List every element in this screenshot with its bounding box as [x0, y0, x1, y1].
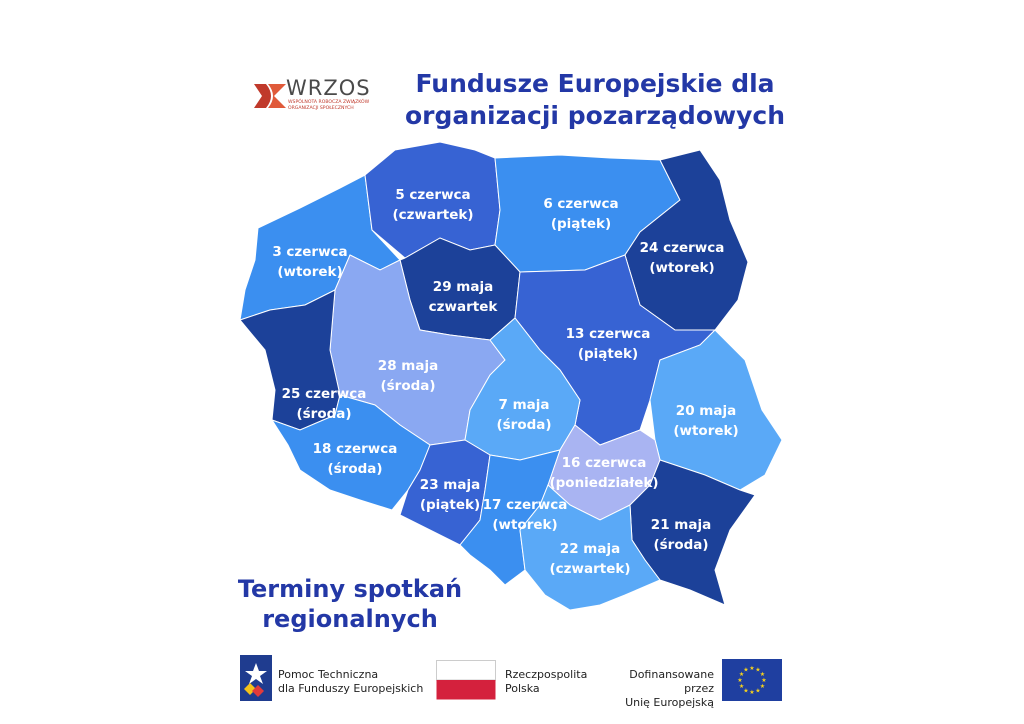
label-wielkopolskie — [378, 356, 438, 396]
pomoc-techniczna-logo — [240, 655, 272, 701]
rp-line-2: Polska — [505, 682, 540, 695]
label-malopolskie — [549, 539, 630, 579]
region-day: (środa) — [496, 417, 552, 433]
region-day: (czwartek) — [392, 207, 474, 223]
pt-line-2: dla Funduszy Europejskich — [278, 682, 424, 695]
wrzos-logo-mark — [252, 78, 288, 114]
region-date: 21 maja — [650, 517, 712, 533]
label-podkarpackie — [651, 515, 711, 555]
svg-text:★: ★ — [759, 671, 766, 678]
region-date: 6 czerwca — [543, 196, 619, 212]
region-day: (piątek) — [577, 346, 639, 362]
label-swietokrzyskie — [549, 453, 658, 493]
region-date: 13 czerwca — [565, 326, 651, 342]
region-day: (wtorek) — [277, 264, 343, 280]
meetings-subtitle — [225, 574, 475, 634]
subtitle-line-2: regionalnych — [262, 605, 438, 633]
label-lodzkie — [496, 395, 551, 435]
label-podlaskie — [640, 238, 725, 278]
region-day: (wtorek) — [649, 260, 715, 276]
region-date: 28 maja — [377, 358, 439, 374]
region-day: (wtorek) — [673, 423, 739, 439]
eu-line-2: Unię Europejską — [625, 696, 714, 709]
subtitle-line-1: Terminy spotkań — [237, 575, 463, 603]
svg-text:★: ★ — [755, 687, 761, 695]
label-mazowieckie — [566, 324, 651, 364]
pomoc-techniczna-text — [278, 668, 423, 696]
region-date: 24 czerwca — [639, 240, 725, 256]
region-date: 3 czerwca — [272, 244, 348, 260]
region-date: 16 czerwca — [561, 455, 647, 471]
label-dolnoslaskie — [313, 439, 398, 479]
region-date: 7 maja — [498, 397, 550, 413]
rp-line-1: Rzeczpospolita — [505, 668, 588, 681]
region-day: (środa) — [327, 461, 383, 477]
eu-flag-icon — [722, 659, 782, 701]
svg-text:★: ★ — [749, 665, 755, 672]
region-date: 29 maja — [432, 279, 494, 295]
svg-text:★: ★ — [755, 666, 761, 674]
region-day: (środa) — [380, 378, 436, 394]
region-day: czwartek — [428, 299, 498, 315]
region-date: 5 czerwca — [395, 187, 471, 203]
label-zachodniopomorskie — [272, 242, 347, 282]
label-opolskie — [420, 475, 480, 515]
page-title — [395, 68, 795, 132]
label-slaskie — [483, 495, 568, 535]
svg-text:★: ★ — [737, 677, 743, 684]
eu-funding-text — [604, 668, 714, 710]
svg-text:★: ★ — [743, 666, 749, 674]
region-date: 20 maja — [675, 403, 737, 419]
svg-text:★: ★ — [759, 683, 766, 690]
svg-text:★: ★ — [738, 683, 745, 690]
region-day: (piątek) — [419, 497, 481, 513]
label-pomorskie — [392, 185, 473, 225]
rzeczpospolita-text — [505, 668, 587, 696]
label-lubuskie — [282, 384, 367, 424]
logo-name: WRZOS — [286, 76, 371, 100]
svg-text:★: ★ — [738, 671, 745, 678]
region-day: (czwartek) — [549, 561, 631, 577]
pt-line-1: Pomoc Techniczna — [278, 668, 379, 681]
title-line-1: Fundusze Europejskie dla — [415, 69, 775, 98]
polish-flag-icon — [436, 660, 496, 700]
region-date: 18 czerwca — [312, 441, 398, 457]
svg-text:★: ★ — [743, 687, 749, 695]
region-date: 23 maja — [419, 477, 481, 493]
svg-text:★: ★ — [761, 677, 767, 684]
region-day: (środa) — [296, 406, 352, 422]
region-day: (środa) — [653, 537, 709, 553]
region-day: (poniedziałek) — [549, 475, 659, 491]
region-date: 22 maja — [559, 541, 621, 557]
region-day: (wtorek) — [492, 517, 558, 533]
region-date: 17 czerwca — [482, 497, 568, 513]
region-day: (piątek) — [550, 216, 612, 232]
label-warminsko-mazurskie — [543, 194, 618, 234]
label-lubelskie — [673, 401, 738, 441]
eu-line-1: Dofinansowane przez — [629, 668, 714, 695]
svg-text:★: ★ — [749, 689, 755, 696]
title-line-2: organizacji pozarządowych — [404, 101, 786, 130]
logo-subtitle: WSPÓLNOTA ROBOCZA ZWIĄZKÓW ORGANIZACJI SPOŁECZNYCH — [288, 100, 370, 111]
region-date: 25 czerwca — [281, 386, 367, 402]
label-kujawsko-pomorskie — [429, 277, 498, 317]
